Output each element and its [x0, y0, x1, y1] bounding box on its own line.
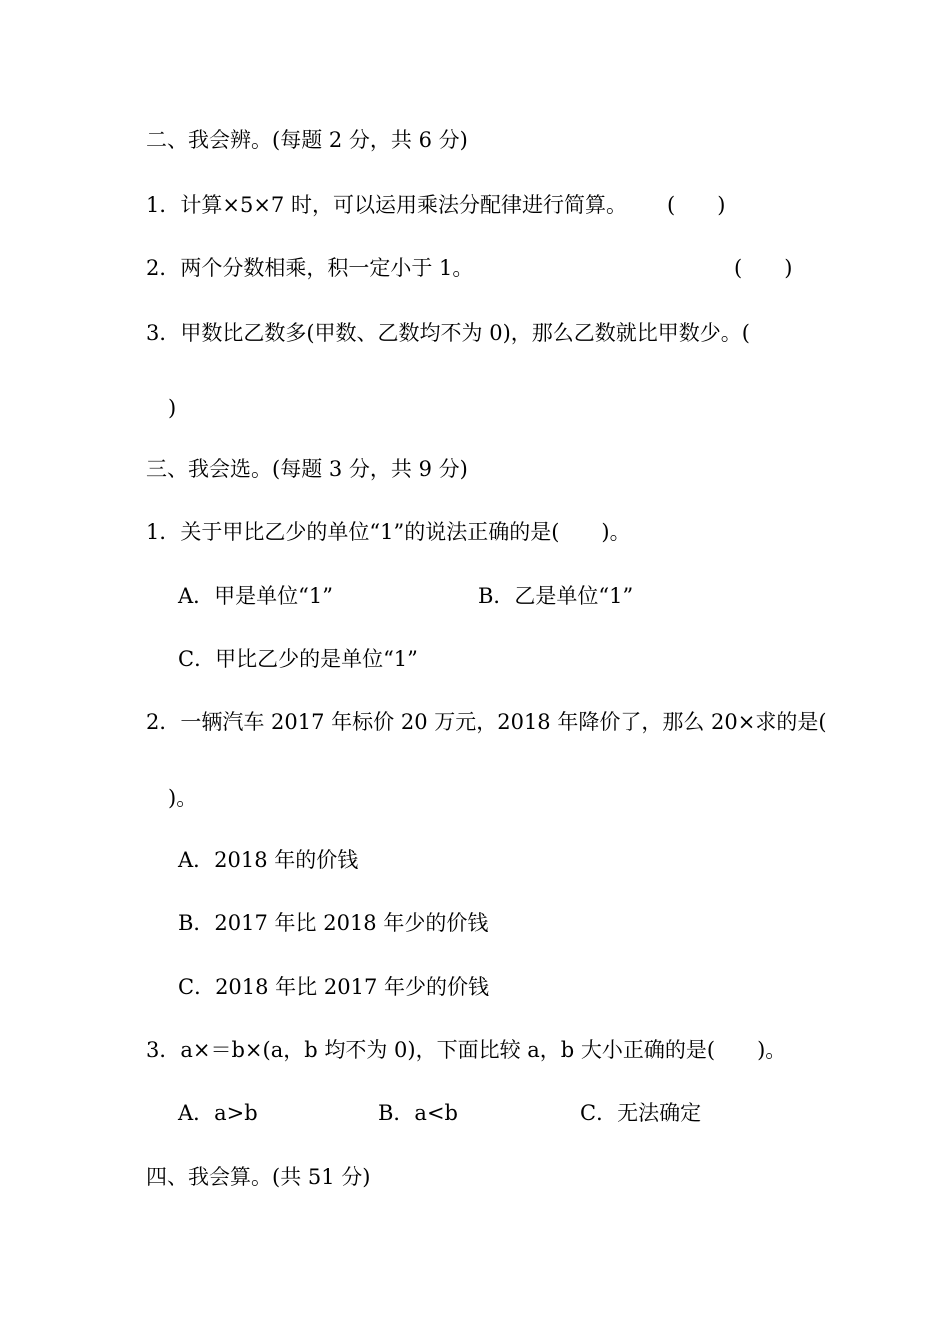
section3-answer-blank-2: )。	[168, 786, 198, 810]
section3-question-3: 3．a×＝b×(a，b 均不为 0)，下面比较 a，b 大小正确的是( )。	[146, 1038, 787, 1062]
section3-question-1: 1．关于甲比乙少的单位“1”的说法正确的是( )。	[146, 520, 631, 544]
section3-q3-option-c: C．无法确定	[580, 1101, 702, 1125]
section3-q1-option-a: A．甲是单位“1”	[178, 584, 333, 608]
section4-heading: 四、我会算。(共 51 分)	[146, 1165, 371, 1189]
section3-q2-option-a: A．2018 年的价钱	[178, 848, 359, 872]
section3-heading: 三、我会选。(每题 3 分，共 9 分)	[146, 457, 468, 481]
section2-question-3: 3．甲数比乙数多(甲数、乙数均不为 0)，那么乙数就比甲数少。(	[146, 321, 750, 345]
section3-q3-option-b: B．a<b	[378, 1101, 458, 1125]
section3-q3-option-a: A．a>b	[178, 1101, 258, 1125]
section2-question-1: 1．计算×5×7 时，可以运用乘法分配律进行简算。	[146, 193, 627, 217]
section2-heading: 二、我会辨。(每题 2 分，共 6 分)	[146, 128, 468, 152]
section2-answer-blank-3: )	[168, 396, 177, 420]
section2-answer-blank-2: ( )	[734, 256, 793, 280]
section2-answer-blank-1: ( )	[667, 193, 726, 217]
section3-q1-option-c: C．甲比乙少的是单位“1”	[178, 647, 418, 671]
section2-question-2: 2．两个分数相乘，积一定小于 1。	[146, 256, 474, 280]
section3-q1-option-b: B．乙是单位“1”	[478, 584, 634, 608]
section3-q2-option-b: B．2017 年比 2018 年少的价钱	[178, 911, 489, 935]
section3-q2-option-c: C．2018 年比 2017 年少的价钱	[178, 975, 489, 999]
section3-question-2: 2．一辆汽车 2017 年标价 20 万元，2018 年降价了，那么 20×求的是(	[146, 710, 827, 734]
